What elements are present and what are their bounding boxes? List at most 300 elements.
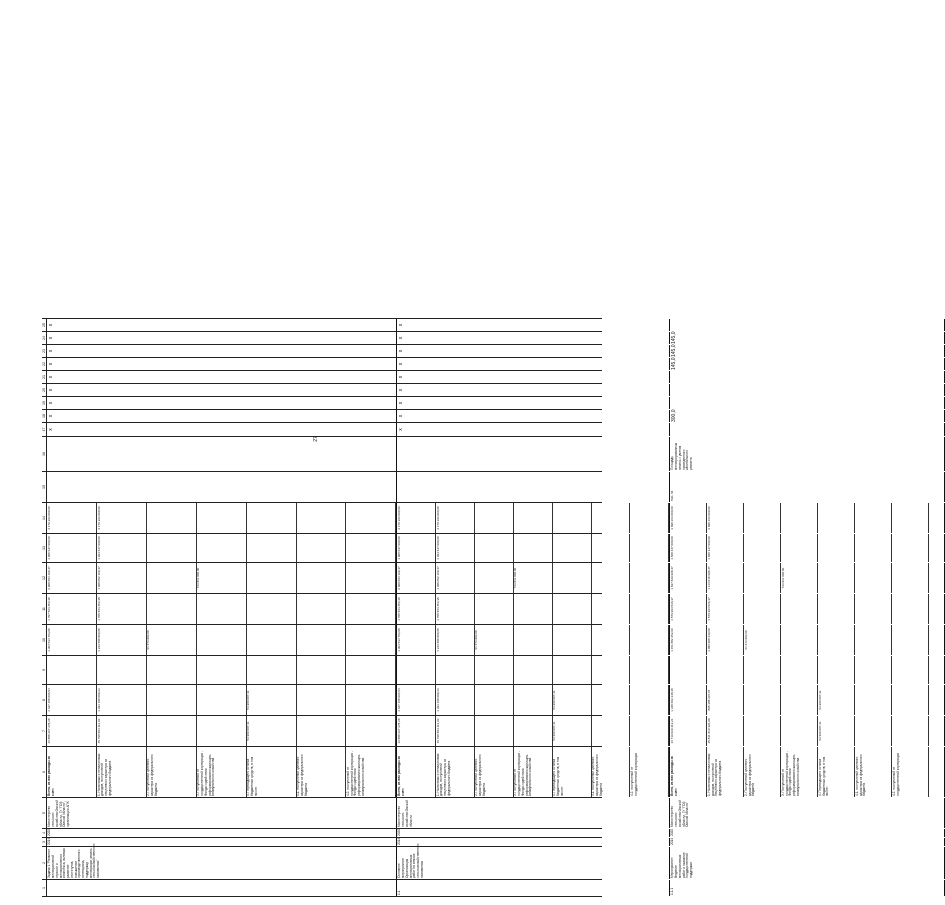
block-2: [397, 345, 670, 357]
amount-cell: [781, 594, 818, 624]
column-number: 17: [42, 423, 47, 436]
target-value: x: [398, 428, 405, 431]
target-value: x: [48, 428, 55, 431]
target-value: x: [398, 375, 405, 379]
funding-source: 4. Переходящего остатка бюджетных средств, в том числе:: [247, 747, 297, 797]
block-2: [397, 656, 670, 684]
amount-cell: [553, 594, 592, 624]
funding-source: 1. Налоговых и неналоговых доходов, поступлений нецелевого характера из федерального бюджета: [707, 747, 744, 797]
block-1: [47, 843, 397, 879]
column-21: [42, 371, 602, 384]
block-3: [670, 384, 945, 396]
funding-source: Всего, из них расходы за счет:: [397, 747, 436, 797]
block-3: [670, 798, 945, 828]
amount-cell: 1 114 018 998,47: [707, 563, 744, 593]
amount-cell: [247, 656, 297, 684]
column-9: [42, 656, 602, 685]
amount-cell: [297, 685, 347, 715]
target-value: [670, 423, 672, 436]
amount-cell: [197, 685, 247, 715]
amount-cell: [197, 656, 247, 684]
block-1: [47, 358, 397, 370]
block-1: [47, 503, 397, 533]
column-number: 7: [42, 716, 47, 746]
cell-unit: [397, 472, 399, 502]
target-value: x: [398, 349, 405, 353]
amount-cell: [630, 563, 669, 593]
block-3: [670, 625, 945, 655]
amount-cell: 1 964 647 000,00: [436, 534, 475, 562]
amount-cell: [514, 685, 553, 715]
column-number: 14: [42, 503, 47, 533]
cell-year-from: 2014: [397, 837, 402, 845]
column-20: [42, 384, 602, 397]
amount-cell: [855, 685, 892, 715]
amount-cell: [247, 503, 297, 533]
amount-cell: [346, 625, 396, 655]
block-2: [397, 358, 670, 370]
amount-cell: 1 304 534 703,08: [397, 625, 436, 655]
column-2: [42, 843, 694, 880]
column-15: [42, 472, 675, 503]
amount-cell: 53 960 007,31: [818, 685, 855, 715]
amount-cell: [818, 594, 855, 624]
block-2: [397, 798, 670, 828]
amount-cell: [592, 503, 631, 533]
amount-cell: [744, 656, 781, 684]
target-value: [670, 384, 672, 396]
block-3: [670, 716, 945, 746]
amount-cell: 15 798 584 113,03: [97, 716, 147, 746]
block-3: [670, 656, 945, 684]
amount-cell: [346, 685, 396, 715]
amount-cell: 53 960 007,31: [553, 685, 592, 715]
amount-cell: 1 089 908 349,00: [707, 625, 744, 655]
amount-cell: [475, 563, 514, 593]
amount-cell: [892, 656, 929, 684]
target-value: x: [48, 323, 55, 327]
amount-cell: [247, 594, 297, 624]
block-1: [47, 472, 397, 502]
target-value: x: [48, 375, 55, 379]
amount-cell: 1 868 447 000,00: [670, 534, 707, 562]
amount-cell: [147, 563, 197, 593]
block-2: [397, 423, 670, 436]
column-number: 23: [42, 345, 47, 357]
funding-source: 4. Переходящего остатка бюджетных средств, в том числе:: [818, 747, 855, 797]
funding-source: 4. Переходящего остатка бюджетных средств, в том числе:: [553, 747, 592, 797]
amount-cell: [147, 594, 197, 624]
amount-cell: [297, 563, 347, 593]
amount-cell: 1 868 447 000,00: [707, 534, 744, 562]
target-value: [670, 319, 672, 331]
amount-cell: [553, 563, 592, 593]
amount-cell: [197, 594, 247, 624]
amount-cell: 1 243 588 800,08: [97, 625, 147, 655]
amount-cell: [630, 594, 669, 624]
block-3: [670, 594, 945, 624]
block-3: [670, 332, 945, 344]
cell-indicator: [397, 437, 399, 471]
amount-cell: [855, 563, 892, 593]
amount-cell: [514, 503, 553, 533]
amount-cell: [346, 594, 396, 624]
block-3: [670, 685, 945, 715]
column-1: [42, 880, 675, 897]
block-3: [670, 503, 945, 533]
target-value: [670, 397, 672, 409]
amount-cell: 1 393 198 089,23: [97, 685, 147, 715]
cell-code: 1.1: [397, 890, 402, 895]
column-number: 6: [42, 747, 47, 797]
amount-cell: [818, 534, 855, 562]
cell-executor: Министерство сельского хозяйства Омской области, ГУ "ГОЗ Омской области": [670, 800, 690, 827]
block-1: [47, 880, 397, 896]
amount-cell: [892, 716, 929, 746]
block-2: [397, 843, 670, 879]
block-3: [670, 345, 945, 357]
column-number: 22: [42, 358, 47, 370]
amount-cell: [744, 503, 781, 533]
amount-cell: [855, 656, 892, 684]
funding-source: 4.2. поступлений от государственной корпорации: [630, 747, 669, 797]
funding-source: 1. Налоговых и неналоговых доходов, поступлений нецелевого характера из федерального бюджета: [97, 747, 147, 797]
block-1: [47, 829, 397, 837]
column-number: 8: [42, 685, 47, 715]
block-2: [397, 747, 670, 797]
cell-name: Мероприятие: Ведение мелиоративных работ и оказание государственной поддержки: [670, 852, 694, 878]
column-11: [42, 594, 711, 625]
block-2: [397, 332, 670, 344]
target-value: x: [48, 336, 55, 340]
amount-cell: [197, 716, 247, 746]
amount-cell: [855, 625, 892, 655]
amount-cell: [297, 534, 347, 562]
amount-cell: 4 179 393 000,00: [47, 503, 97, 533]
amount-cell: [147, 503, 197, 533]
column-19: [42, 397, 602, 410]
funding-source: 3. Поступлений от государственной корпорации - Фонда содействия реформированию жилищно-коммунального хозяйства: [197, 747, 247, 797]
amount-cell: 1 447 158 096,54: [47, 685, 97, 715]
target-value: 300,0: [671, 409, 678, 422]
funding-source: 4.2. поступлений от государственной корпорации: [892, 747, 929, 797]
column-10: [42, 625, 748, 656]
cell-year-to: 2020: [670, 828, 675, 836]
target-value: x: [398, 336, 405, 340]
block-1: [47, 371, 397, 383]
block-1: [47, 397, 397, 409]
amount-cell: [514, 594, 553, 624]
column-14: [42, 503, 711, 534]
funding-source: 4.1. поступлений целевого характера из федерального бюджета: [592, 747, 631, 797]
target-value: 145,0: [671, 357, 678, 370]
column-number: 11: [42, 594, 47, 624]
cell-name: Основное мероприятие: Организация мелиоративных работ на землях сельскохозяйственного назначения: [397, 843, 424, 878]
block-1: [47, 534, 397, 562]
amount-cell: [855, 503, 892, 533]
block-2: [397, 716, 670, 746]
amount-cell: 4 179 393 000,00: [397, 503, 436, 533]
amount-cell: 15 831 819 326,90: [707, 716, 744, 746]
block-3: [670, 319, 945, 331]
block-1: [47, 625, 397, 655]
amount-cell: 1 348 602 248,38: [670, 685, 707, 715]
amount-cell: 1 447 158 096,54: [397, 685, 436, 715]
amount-cell: [197, 625, 247, 655]
amount-cell: 723 811 000,00: [197, 563, 247, 593]
funding-source: 3. Поступлений от государственной корпорации - Фонда содействия реформированию жилищно-коммунального хозяйства: [514, 747, 553, 797]
amount-cell: [818, 563, 855, 593]
funding-source: 4.1. поступлений целевого характера из федерального бюджета: [297, 747, 347, 797]
column-number: 2: [42, 847, 47, 879]
amount-cell: 1 151 882 352,00: [670, 625, 707, 655]
amount-cell: [475, 534, 514, 562]
block-1: [47, 319, 397, 331]
amount-cell: [297, 716, 347, 746]
block-2: [397, 534, 670, 562]
block-1: [47, 345, 397, 357]
amount-cell: [707, 656, 744, 684]
funding-source: 2. Поступлений целевого характера из федерального бюджета: [147, 747, 197, 797]
amount-cell: [744, 716, 781, 746]
block-1: [47, 656, 397, 684]
amount-cell: [247, 563, 297, 593]
amount-cell: [781, 503, 818, 533]
cell-indicator: [47, 437, 49, 471]
target-value: x: [48, 414, 55, 418]
column-4: [42, 828, 675, 838]
column-17: [42, 423, 602, 437]
amount-cell: 4 179 393 000,00: [436, 503, 475, 533]
column-number: 25: [42, 319, 47, 331]
block-1: [47, 685, 397, 715]
amount-cell: [475, 716, 514, 746]
column-16: [42, 437, 694, 472]
amount-cell: [397, 656, 436, 684]
amount-cell: 1 968 052 100,47: [436, 563, 475, 593]
block-2: [397, 880, 670, 896]
amount-cell: [553, 503, 592, 533]
amount-cell: [346, 503, 396, 533]
cell-year-from: 2014: [47, 837, 52, 845]
amount-cell: 53 960 007,31: [247, 685, 297, 715]
block-3: [670, 472, 945, 502]
amount-cell: [475, 685, 514, 715]
block-1: [47, 798, 397, 828]
amount-cell: 1 905 047 000,00: [47, 534, 97, 562]
column-number: 18: [42, 410, 47, 422]
amount-cell: [630, 503, 669, 533]
amount-cell: [630, 685, 669, 715]
target-value: x: [398, 362, 405, 366]
block-1: [47, 563, 397, 593]
amount-cell: 15 798 584 113,03: [436, 716, 475, 746]
amount-cell: [592, 656, 631, 684]
block-3: [670, 358, 945, 370]
target-value: x: [398, 401, 405, 405]
amount-cell: 1 707 564 453,38: [47, 594, 97, 624]
amount-cell: [630, 716, 669, 746]
block-1: [47, 838, 397, 846]
amount-cell: 53 960 007,31: [247, 716, 297, 746]
block-3: [670, 838, 945, 846]
column-number: 10: [42, 625, 47, 655]
amount-cell: 1 393 198 089,23: [436, 685, 475, 715]
amount-cell: [592, 685, 631, 715]
amount-cell: [592, 625, 631, 655]
amount-cell: 895 388 297,07: [707, 685, 744, 715]
column-number: 15: [42, 472, 47, 502]
amount-cell: [670, 656, 707, 684]
amount-cell: 2 008 053 100,47: [47, 563, 97, 593]
amount-cell: [781, 534, 818, 562]
target-value: 145,0: [671, 344, 678, 357]
column-number: 21: [42, 371, 47, 383]
cell-unit: [47, 472, 49, 502]
column-number: 16: [42, 437, 47, 471]
amount-cell: 61 673 903,00: [744, 625, 781, 655]
block-2: [397, 594, 670, 624]
block-3: [670, 534, 945, 562]
target-value: x: [398, 323, 405, 327]
column-8: [42, 685, 822, 716]
column-12: [42, 563, 785, 594]
column-24: [42, 331, 678, 345]
block-3: [670, 371, 945, 383]
column-number: 9: [42, 656, 47, 684]
column-number: 24: [42, 332, 47, 344]
block-2: [397, 838, 670, 846]
amount-cell: [744, 563, 781, 593]
funding-source: 3. Поступлений от государственной корпорации - Фонда содействия реформированию жилищно-коммунального хозяйства: [781, 747, 818, 797]
amount-cell: [553, 625, 592, 655]
amount-cell: [892, 594, 929, 624]
column-number: 12: [42, 563, 47, 593]
amount-cell: 53 960 007,31: [818, 716, 855, 746]
amount-cell: [297, 594, 347, 624]
target-value: x: [48, 388, 55, 392]
block-3: [670, 563, 945, 593]
amount-cell: [781, 685, 818, 715]
block-2: [397, 625, 670, 655]
target-value: x: [48, 401, 55, 405]
block-2: [397, 685, 670, 715]
amount-cell: [892, 685, 929, 715]
amount-cell: [630, 656, 669, 684]
column-7: [42, 716, 822, 747]
amount-cell: 1 579 994 536,37: [670, 594, 707, 624]
block-1: [47, 410, 397, 422]
block-2: [397, 319, 670, 331]
cell-year-to: 2020: [47, 828, 52, 836]
amount-cell: [346, 716, 396, 746]
amount-cell: [475, 656, 514, 684]
amount-cell: [514, 716, 553, 746]
target-value: x: [398, 414, 405, 418]
page-number: 27: [312, 436, 319, 442]
amount-cell: 723 811 000,00: [514, 563, 553, 593]
amount-cell: [147, 534, 197, 562]
block-1: [47, 332, 397, 344]
amount-cell: [744, 685, 781, 715]
funding-source: 1. Налоговых и неналоговых доходов, поступлений нецелевого характера из федерального бюджета: [436, 747, 475, 797]
amount-cell: 1 243 588 800,08: [436, 625, 475, 655]
column-number: 5: [42, 798, 47, 828]
amount-cell: [818, 656, 855, 684]
amount-cell: [514, 656, 553, 684]
amount-cell: [553, 656, 592, 684]
block-2: [397, 397, 670, 409]
block-1: [47, 747, 397, 797]
amount-cell: 16 888 267 278,28: [397, 716, 436, 746]
amount-cell: 1 964 647 000,00: [97, 534, 147, 562]
amount-cell: [744, 534, 781, 562]
amount-cell: 1 905 047 000,00: [397, 534, 436, 562]
column-number: 4: [42, 829, 47, 837]
funding-source: Всего, из них расходы за счет:: [47, 747, 97, 797]
amount-cell: [818, 503, 855, 533]
amount-cell: 1 705 564 453,38: [436, 594, 475, 624]
funding-source: 2. Поступлений целевого характера из федерального бюджета: [475, 747, 514, 797]
amount-cell: [475, 503, 514, 533]
funding-source: 2. Поступлений целевого характера из федерального бюджета: [744, 747, 781, 797]
amount-cell: [630, 534, 669, 562]
amount-cell: [475, 594, 514, 624]
column-number: 1: [42, 880, 47, 896]
amount-cell: 1 304 534 703,08: [47, 625, 97, 655]
amount-cell: [247, 625, 297, 655]
funding-source: 4.1. поступлений целевого характера из федерального бюджета: [855, 747, 892, 797]
block-3: [670, 397, 945, 409]
target-value: x: [48, 349, 55, 353]
cell-year-to: 2020: [397, 828, 402, 836]
column-number: 19: [42, 397, 47, 409]
amount-cell: 2 008 053 100,47: [397, 563, 436, 593]
amount-cell: [97, 656, 147, 684]
block-3: [670, 829, 945, 837]
column-23: [42, 344, 678, 358]
amount-cell: [514, 534, 553, 562]
program-table: [42, 0, 900, 897]
amount-cell: 723 811 000,00: [781, 563, 818, 593]
amount-cell: 1 968 052 100,47: [97, 563, 147, 593]
amount-cell: [297, 503, 347, 533]
amount-cell: [855, 716, 892, 746]
amount-cell: [297, 656, 347, 684]
column-22: [42, 357, 678, 371]
column-5: [42, 798, 690, 829]
column-3: [42, 837, 675, 847]
amount-cell: 4 179 393 000,00: [97, 503, 147, 533]
column-number: 20: [42, 384, 47, 396]
block-2: [397, 371, 670, 383]
funding-source: 4.2. поступлений от государственной корпорации - Фонда содействия реформированию жилищно-коммунального хозяйства: [346, 747, 396, 797]
cell-indicator: Площадь мелиорированных земель с учетом проведенного капитального ремонта: [670, 442, 694, 470]
amount-cell: [553, 534, 592, 562]
amount-cell: [47, 656, 97, 684]
amount-cell: [818, 625, 855, 655]
column-25: [42, 318, 602, 332]
cell-code: 1.1.1: [670, 887, 675, 895]
amount-cell: [346, 534, 396, 562]
amount-cell: 1 705 564 453,38: [97, 594, 147, 624]
amount-cell: [592, 563, 631, 593]
amount-cell: [592, 594, 631, 624]
amount-cell: 16 719 029 413,21: [670, 716, 707, 746]
cell-executor: Министерство сельского хозяйства Омской области, ГУ "ГОЗ Омской области", организации АПК: [47, 800, 71, 827]
column-number: 3: [42, 838, 47, 846]
amount-cell: 1 705 564 453,38: [397, 594, 436, 624]
